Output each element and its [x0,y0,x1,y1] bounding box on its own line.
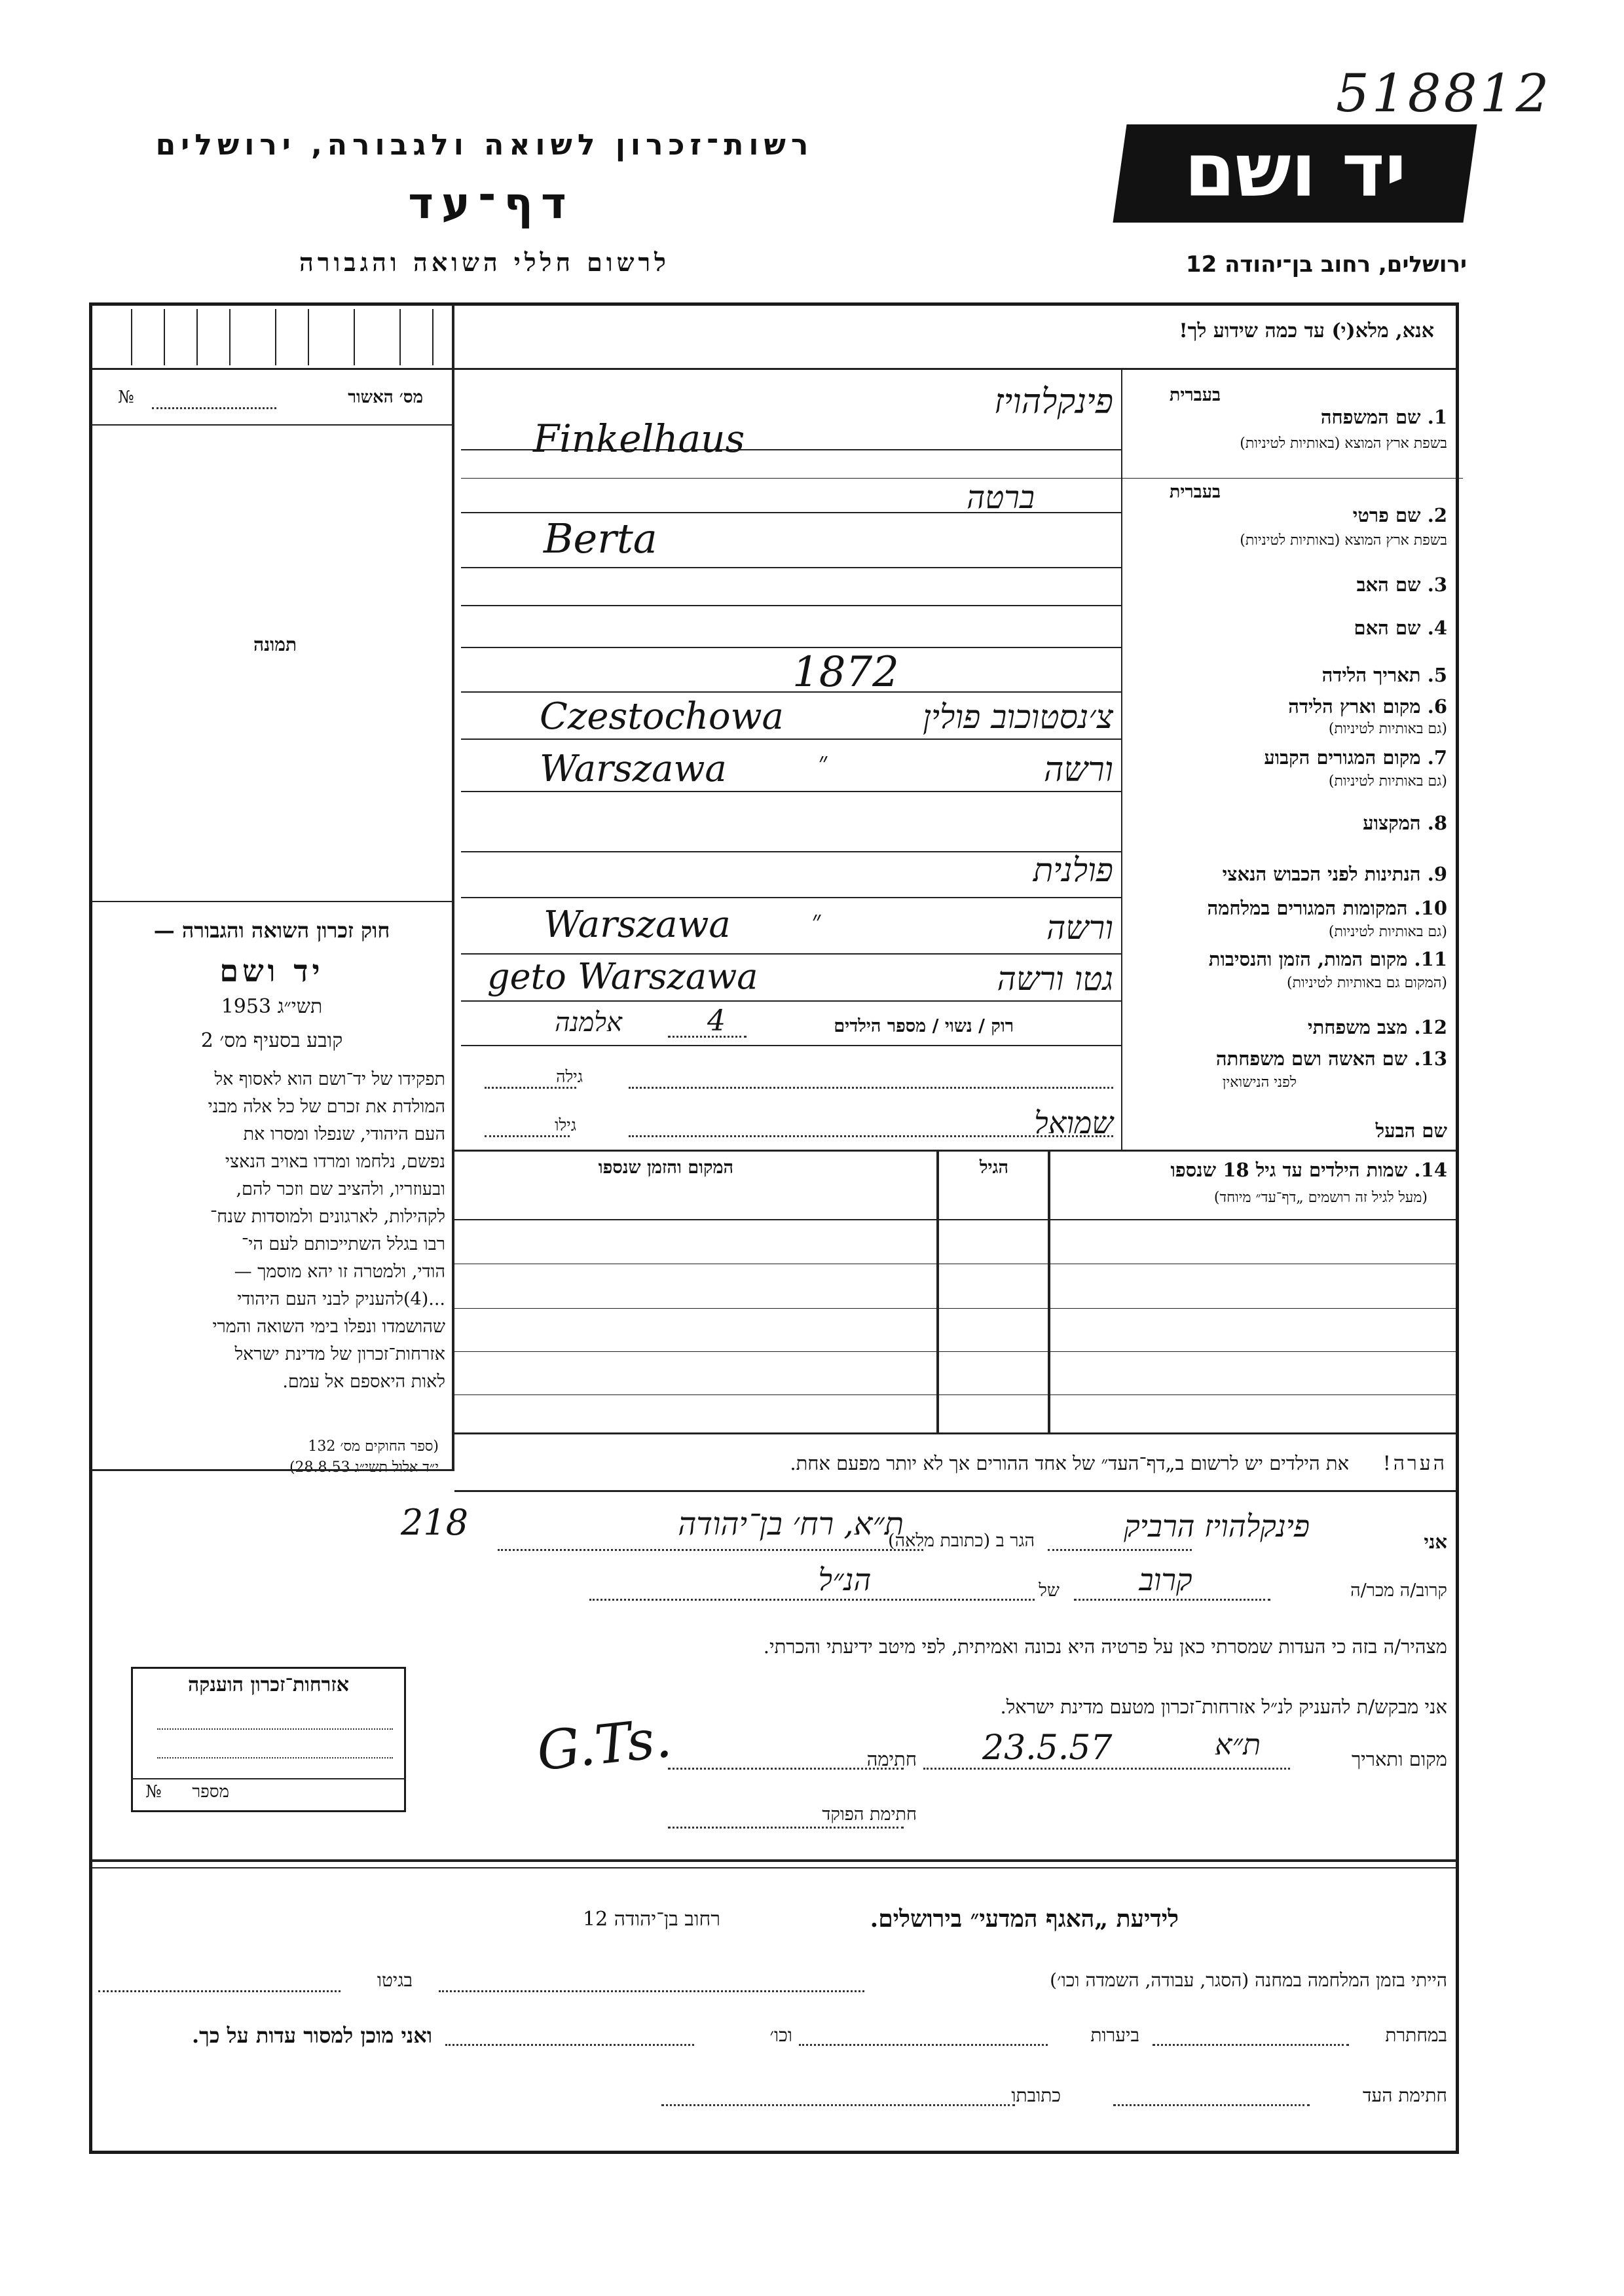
husband-value: שמואל [1034,1105,1113,1140]
bottom-line3-b: כתובתו [1011,2085,1061,2106]
field-4-title: שם האם [1354,617,1421,639]
citizenship-no-sign: № [145,1782,162,1802]
field-1-latin-value: Finkelhaus [533,416,745,461]
declaration-text: מצהיר/ה בזה כי העדות שמסרתי כאן על פרטיה היא נכונה ואמיתית, לפי מיטב ידיעתי והכרתי. [763,1635,1447,1658]
official-signature-label: חתימת הפוקד [822,1804,917,1825]
logo-text: יד ושם [1184,128,1407,213]
law-line: העם היהודי, שנפלו ומסרו את [243,1124,445,1144]
field-14-age-col: הגיל [979,1157,1008,1178]
note-label: הערה! [1382,1452,1447,1475]
field-5-label [1322,664,1447,687]
place-date-label: מקום ותאריך [1351,1748,1447,1770]
field-5-value: 1872 [792,648,899,697]
bottom-line2-b: ביערות [1090,2024,1139,2046]
request-text: אני מבקש/ת להעניק לנ״ל אזרחות־זכרון מטעם מדינת ישראל. [1000,1696,1447,1718]
field-12-label [1308,1016,1447,1039]
field-2-sub: בשפת ארץ המוצא (באותיות לטיניות) [1240,532,1447,549]
field-10-ditto: ״ [812,905,822,936]
law-year: תשי״ג 1953 [221,995,323,1018]
field-7-title: מקום המגורים הקבוע [1264,746,1421,769]
field-12-title: מצב משפחתי [1308,1016,1408,1038]
bottom-line2-d: ואני מוכן למסור עדות על כך. [191,2023,432,2048]
bottom-address: רחוב בן־יהודה 12 [583,1908,720,1931]
field-2-hebrew-value: ברטה [967,479,1035,516]
law-line: נפשם, נלחמו ומרדו באויב הנאצי [225,1152,445,1172]
field-10-sub: (גם באותיות לטיניות) [1328,924,1447,940]
address: ירושלים, רחוב בן־יהודה 12 [1185,251,1467,278]
field-4-label [1354,617,1447,640]
bottom-line2-a: במחתרת [1385,2024,1447,2046]
place-value: ת״א [1215,1728,1261,1762]
field-3-label [1357,574,1447,596]
form-title: דף־עד [408,178,574,228]
field-7-sub: (גם באותיות לטיניות) [1328,773,1447,790]
field-3-number: 3. [1427,574,1447,596]
field-12-widow: אלמנה [555,1008,622,1038]
law-line: תפקידו של יד־ושם הוא לאסוף אל [214,1069,445,1089]
field-14-label [1170,1159,1447,1182]
husband-age-label: גילו [555,1116,576,1135]
law-reference-1: (ספר החוקים מס׳ 132 [308,1438,439,1455]
field-11-number: 11. [1414,948,1447,970]
law-line: המולדת את זכרם של כל אלה מבני [208,1097,445,1117]
field-13-label [1216,1048,1447,1070]
request-line: אנא, מלא(י) עד כמה שידוע לך! [1179,319,1434,342]
in-hebrew-2: בעברית [1169,482,1221,502]
date-value: 23.5.57 [982,1728,1113,1768]
field-8-title: המקצוע [1363,812,1421,834]
field-6-sub: (גם באותיות לטיניות) [1328,721,1447,737]
field-11-latin-value: geto Warszawa [487,956,758,997]
declarant-house-number: 218 [401,1502,469,1543]
field-7-ditto: ״ [819,747,829,777]
field-1-hebrew-value: פינקלהויז [994,382,1113,422]
relative-label: קרוב/ה מכר/ה [1350,1580,1447,1601]
field-11-label [1209,948,1447,971]
of-value: הנ״ל [818,1562,872,1597]
field-7-label [1264,746,1447,769]
field-1-title: שם המשפחה [1320,406,1421,428]
serial-number: 518812 [1336,63,1552,124]
law-name: יד ושם [219,953,324,989]
approval-label: מס׳ האשור [348,388,423,407]
field-1-label [1321,406,1447,429]
field-10-hebrew-value: ורשה [1046,909,1113,947]
photo-label: תמונה [253,634,297,655]
declarant-name: פינקלהויז הרביק [1124,1508,1310,1544]
bottom-line1-start: הייתי בזמן המלחמה במחנה (הסגר, עבודה, השמדה וכו׳) [1050,1969,1447,1991]
law-body [98,1066,445,1396]
declarant-i-label: אני [1424,1531,1447,1553]
law-line: אזרחות־זכרון של מדינת ישראל [234,1344,445,1364]
field-7-latin-value: Warszawa [540,748,727,790]
law-section: קובע בסעיף מס׳ 2 [200,1029,343,1052]
field-1-sub: בשפת ארץ המוצא (באותיות לטיניות) [1240,435,1447,452]
note-text: את הילדים יש לרשום ב„דף־העד״ של אחד ההורים אך לא יותר מפעם אחת. [790,1452,1349,1474]
field-12-number: 12. [1414,1016,1447,1038]
authority-name: רשות־זכרון לשואה ולגבורה, ירושלים [155,128,814,162]
yad-vashem-logo [1113,124,1477,223]
field-10-label [1208,897,1447,920]
field-2-number: 2. [1427,504,1447,526]
field-10-title: המקומות המגורים במלחמה [1207,897,1408,919]
husband-label: שם הבעל [1375,1120,1447,1142]
field-9-title: הנתינות לפני הכבוש הנאצי [1222,863,1421,885]
field-14-title: שמות הילדים עד גיל 18 שנספו [1170,1159,1408,1181]
field-6-label [1288,695,1447,718]
field-9-label [1223,863,1447,886]
field-6-title: מקום וארץ הלידה [1288,695,1421,718]
field-7-number: 7. [1427,746,1447,769]
of-label: של [1039,1580,1060,1601]
declarant-residing-label: הגר ב (כתובת מלאה) [888,1531,1035,1551]
field-8-label [1363,812,1447,835]
field-13-title: שם האשה ושם משפחתה [1215,1048,1408,1070]
law-line: לאות היאספם אל עמם. [282,1372,445,1392]
field-4-number: 4. [1427,617,1447,639]
field-9-number: 9. [1427,863,1447,885]
field-11-sub: (המקום גם באותיות לטיניות) [1287,975,1447,991]
field-12-options: רוק / נשוי / מספר הילדים [834,1016,1014,1036]
field-5-title: תאריך הלידה [1321,664,1421,686]
field-2-latin-value: Berta [544,515,657,562]
approval-no-sign: № [118,388,134,407]
field-9-value: פולנית [1033,851,1113,889]
field-14-number: 14. [1414,1159,1447,1181]
form-subtitle: לרשום חללי השואה והגבורה [299,247,670,277]
in-hebrew-1: בעברית [1169,385,1221,405]
field-6-hebrew-value: צ׳נסטוכוב פולין [923,698,1113,736]
citizenship-title: אזרחות־זכרון הוענקה [187,1673,350,1696]
field-13-age-label: גילה [556,1067,583,1086]
relation-value: קרוב [1139,1562,1192,1597]
bottom-title: לידיעת „האגף המדעי״ בירושלים. [870,1905,1179,1933]
law-line: שהושמדו ונפלו בימי השואה והמרי [212,1317,445,1337]
field-3-title: שם האב [1356,574,1421,596]
declarant-address: ת״א, רח׳ בן־יהודה [678,1506,904,1542]
signature: G.Ts. [534,1707,674,1783]
law-line: הודי, ולמטרה זו יהא מוסמך — [234,1262,445,1282]
signature-label: חתימה [866,1748,917,1770]
law-reference-2: י״ד אלול תשי״ג 28.8.53) [289,1459,439,1476]
field-11-hebrew-value: גטו ורשה [997,960,1113,998]
field-2-title: שם פרטי [1352,504,1421,526]
field-8-number: 8. [1427,812,1447,834]
field-13-sub: לפני הנישואין [1222,1074,1297,1091]
field-12-children: 4 [707,1004,726,1038]
law-line: ...(4)להעניק לבני העם היהודי [237,1289,445,1309]
law-line: לקהילות, לארגונים ולמוסדות שנח־ [210,1207,445,1227]
citizenship-number-label: מספר [192,1782,229,1802]
bottom-line3-a: חתימת העד [1363,2085,1447,2106]
field-10-number: 10. [1414,897,1447,919]
field-5-number: 5. [1427,664,1447,686]
field-6-latin-value: Czestochowa [540,695,784,738]
field-6-number: 6. [1427,695,1447,718]
field-14-place-col: המקום והזמן שנספו [598,1157,733,1178]
field-10-latin-value: Warszawa [544,903,731,946]
field-2-label [1353,504,1447,527]
field-7-hebrew-value: ורשה [1043,750,1113,790]
field-1-number: 1. [1427,406,1447,428]
law-line: ובעוזריו, ולהציב שם וזכר להם, [236,1179,445,1199]
law-title: חוק זכרון השואה והגבורה — [153,918,390,943]
field-13-number: 13. [1414,1048,1447,1070]
bottom-line1-end: בגיטו [377,1969,413,1991]
field-11-title: מקום המות, הזמן והנסיבות [1208,948,1408,970]
law-line: רבו בגלל השתייכותם לעם הי־ [241,1234,445,1254]
field-14-sub: (מעל לגיל זה רושמים „דף־עד״ מיוחד) [1213,1190,1428,1206]
bottom-line2-c: וכו׳ [769,2024,792,2046]
